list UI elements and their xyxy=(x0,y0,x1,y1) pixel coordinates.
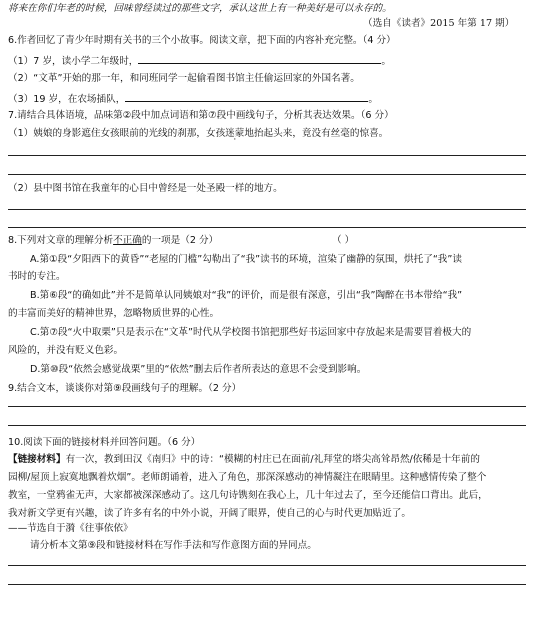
q8-option-a-line1: A.第①段“夕阳西下的黄昏”“老屋的门槛”勾勒出了“我”读书的环境，渲染了幽静的氛围，烘托了“我”读 xyxy=(30,254,462,265)
q10-link-line2: 园柳/屋顶上寂寞地飘着炊烟”。老师朗诵着，进入了角色，那深深感动的神情凝注在眼睛里。这种感情传染了整个 xyxy=(8,472,487,483)
q10-link-source: ——节选自于漪《往事依依》 xyxy=(8,523,133,534)
q6-item1-prefix: （1）7 岁，读小学二年级时， xyxy=(8,56,139,67)
q10-stem: 10.阅读下面的链接材料并回答问题。（6 分） xyxy=(8,437,201,448)
intro-line: 将来在你们年老的时候，回味曾经读过的那些文字，承认这世上有一种美好是可以永存的。 xyxy=(8,3,392,14)
answer-line[interactable] xyxy=(8,425,526,426)
link-material-label: 【链接材料】 xyxy=(8,454,66,465)
answer-line[interactable] xyxy=(8,406,526,407)
q7-item2: （2）县中图书馆在我童年的心目中曾经是一处圣殿一样的地方。 xyxy=(8,183,283,194)
q10-link-line4: 我对新文学更有兴趣，读了许多有名的中外小说，开阔了眼界，使自己的心与时代更加贴近了。 xyxy=(8,508,411,519)
q8-option-b-line2: 的丰富而美好的精神世界，忽略物质世界的心性。 xyxy=(8,308,220,319)
q8-option-a-line2: 书时的专注。 xyxy=(8,271,66,282)
q7-dotted-word: 迷蒙 xyxy=(225,128,245,139)
q7-item1-text-a: （1）姨娘的身影遮住女孩眼前的光线的刹那，女孩 xyxy=(8,128,226,139)
q6-item3-prefix: （3）19 岁，在农场插队， xyxy=(8,94,126,105)
answer-line[interactable] xyxy=(8,584,526,585)
answer-line[interactable] xyxy=(8,174,526,175)
q8-option-c-line2: 风险的，并没有贬义色彩。 xyxy=(8,345,124,356)
answer-line[interactable] xyxy=(8,227,526,228)
q6-item1 xyxy=(8,54,391,68)
answer-line[interactable] xyxy=(8,155,526,156)
q8-option-c-line1: C.第⑦段“火中取栗”只是表示在“文革”时代从学校图书馆把那些好书运回家中存放起来是需要冒着极大的 xyxy=(30,327,472,338)
q6-item3 xyxy=(8,92,378,106)
q7-stem: 7.请结合具体语境，品味第②段中加点词语和第⑦段中画线句子，分析其表达效果。（6 分） xyxy=(8,110,394,121)
q7-item1 xyxy=(8,128,388,140)
q10-ask: 请分析本文第⑨段和链接材料在写作手法和写作意图方面的异同点。 xyxy=(30,540,317,551)
q9-stem: 9.结合文本，谈谈你对第⑨段画线句子的理解。（2 分） xyxy=(8,383,242,394)
q6-item3-blank[interactable] xyxy=(125,92,368,102)
q8-option-d-line1: D.第⑩段“依然会感觉战栗”里的“依然”删去后作者所表达的意思不会受到影响。 xyxy=(30,364,367,375)
q10-link-line3: 教室，一堂鸦雀无声，大家都被深深感动了。这几句诗镌刻在我心上，几十年过去了，至今还能信口背出。此后， xyxy=(8,490,488,501)
answer-line[interactable] xyxy=(8,209,526,210)
q6-item3-suffix: 。 xyxy=(368,94,378,105)
q10-link-line1 xyxy=(8,454,480,466)
source-citation: （选自《读者》2015 年第 17 期） xyxy=(363,18,515,29)
q8-stem xyxy=(8,235,218,247)
q6-stem: 6.作者回忆了青少年时期有关书的三个小故事。阅读文章，把下面的内容补充完整。（4 分） xyxy=(8,35,396,46)
q7-item1-text-b: 地抬起头来，竟没有丝毫的惊喜。 xyxy=(244,128,389,139)
q6-item1-suffix: 。 xyxy=(381,56,391,67)
q6-item1-blank[interactable] xyxy=(138,54,381,64)
answer-line[interactable] xyxy=(8,565,526,566)
q8-negation: 不正确 xyxy=(113,235,142,246)
q8-option-b-line1: B.第⑥段“的确如此”并不是简单认同姨娘对“我”的评价，而是很有深意，引出“我”陶醉在书本带给“我” xyxy=(30,290,463,301)
q8-answer-paren[interactable]: （ ） xyxy=(332,235,355,246)
q8-stem-a: 8.下列对文章的理解分析 xyxy=(8,235,114,246)
q10-link-text1: 有一次，教到田汉《南归》中的诗：“模糊的村庄已在面前/礼拜堂的塔尖高耸昂然/依稀是十年前的 xyxy=(65,454,480,465)
q6-item2: （2）“文革”开始的那一年，和同班同学一起偷看图书馆主任偷运回家的外国名著。 xyxy=(8,73,360,84)
q8-stem-b: 的一项是（2 分） xyxy=(141,235,219,246)
